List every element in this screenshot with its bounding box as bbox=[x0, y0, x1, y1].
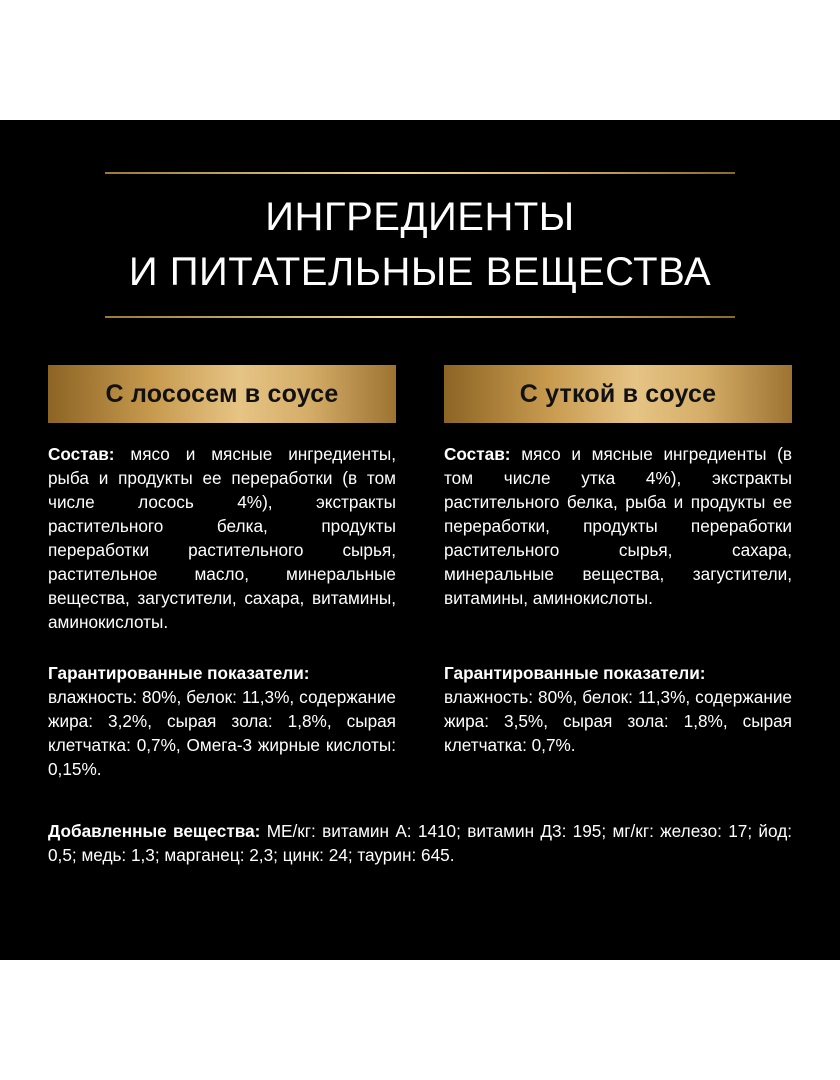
product-badge-salmon bbox=[48, 365, 396, 423]
page-title-line2: И ПИТАТЕЛЬНЫЕ ВЕЩЕСТВА bbox=[128, 250, 712, 294]
added-substances bbox=[48, 819, 792, 867]
added-substances-label: Добавленные вещества: bbox=[48, 821, 261, 841]
title-top-divider bbox=[105, 172, 735, 174]
product-badge-label: С уткой в соусе bbox=[519, 379, 717, 408]
product-badge-duck bbox=[444, 365, 792, 423]
composition-label: Состав: bbox=[444, 444, 511, 464]
page-title-line1: ИНГРЕДИЕНТЫ bbox=[265, 195, 575, 239]
guaranteed-text: влажность: 80%, белок: 11,3%, содержание жира: 3,2%, сырая зола: 1,8%, сырая клетчатка: 0,7%, Омега-3 жирные кислоты: 0,15%. bbox=[48, 687, 396, 779]
guaranteed-values-salmon bbox=[48, 661, 396, 781]
product-badge-label: С лососем в соусе bbox=[105, 379, 339, 408]
composition-label: Состав: bbox=[48, 444, 115, 464]
guaranteed-label: Гарантированные показатели: bbox=[444, 663, 706, 683]
title-bottom-divider bbox=[105, 316, 735, 318]
guaranteed-label: Гарантированные показатели: bbox=[48, 663, 310, 683]
ingredients-panel bbox=[0, 120, 840, 960]
composition-duck bbox=[444, 442, 792, 610]
guaranteed-values-duck bbox=[444, 661, 792, 757]
guaranteed-text: влажность: 80%, белок: 11,3%, содержание жира: 3,5%, сырая зола: 1,8%, сырая клетчатка: 0,7%. bbox=[444, 687, 792, 755]
added-substances-text: МЕ/кг: витамин А: 1410; витамин Д3: 195; мг/кг: железо: 17; йод: 0,5; медь: 1,3; марганец: 2,3; цинк: 24; таурин: 645. bbox=[48, 821, 793, 865]
composition-salmon bbox=[48, 442, 396, 634]
composition-text: мясо и мясные ингредиенты, рыба и продукты ее переработки (в том числе лосось 4%), экстракты растительного белка, продукты переработки растительного сырья, растительное масло, минеральные вещества, загустители, сахара, витамины, аминокислоты. bbox=[48, 444, 396, 632]
composition-text: мясо и мясные ингредиенты (в том числе утка 4%), экстракты растительного белка, рыба и продукты ее переработки, продукты переработки растительного сырья, сахара, минеральные вещества, загустители, витамины, аминокислоты. bbox=[444, 444, 792, 608]
